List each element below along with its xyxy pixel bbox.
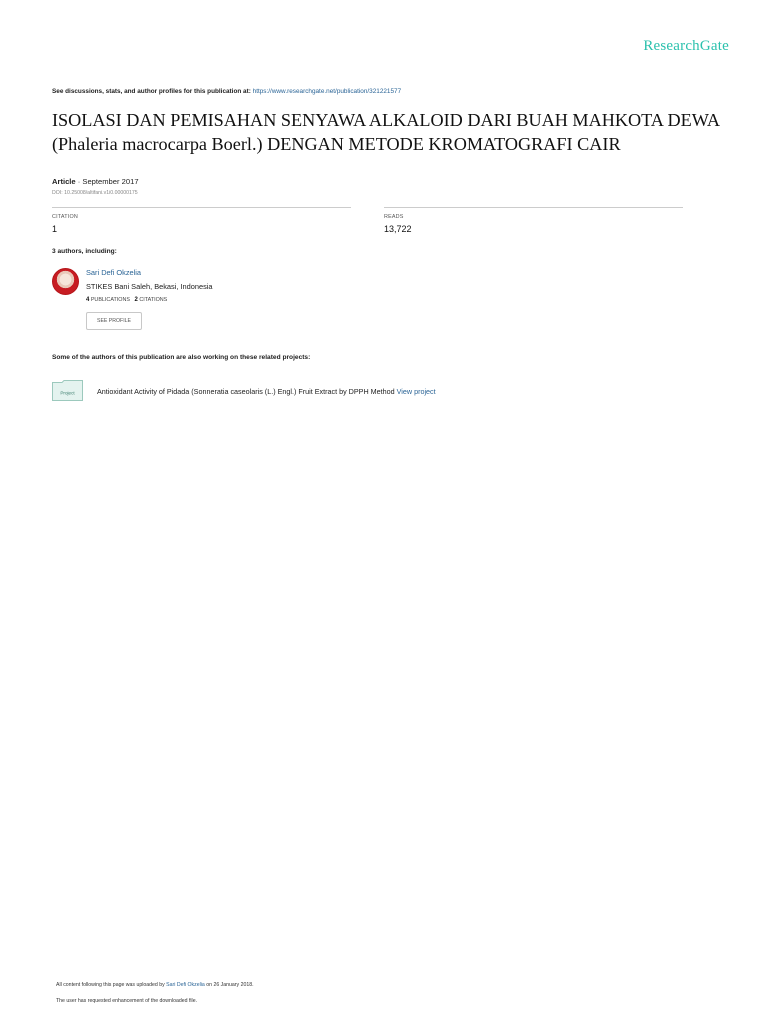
project-title: Antioxidant Activity of Pidada (Sonneratia caseolaris (L.) Engl.) Fruit Extract by DPPH Method <box>97 387 397 396</box>
meta-separator: · <box>75 177 83 186</box>
publication-meta <box>52 177 139 186</box>
author-name-link[interactable]: Sari Defi Okzelia <box>86 268 142 277</box>
researchgate-logo[interactable]: ResearchGate <box>643 38 729 54</box>
citation-label: CITATION <box>52 214 78 220</box>
publication-doi: DOI: 10.25008/altifani.v1i0.00000175 <box>52 190 138 196</box>
reads-label: READS <box>384 214 404 220</box>
related-project-item <box>97 387 436 396</box>
citations-label: CITATIONS <box>137 297 168 303</box>
citation-count: 1 <box>52 224 58 234</box>
publication-date: September 2017 <box>82 177 139 186</box>
author-avatar[interactable] <box>52 268 79 295</box>
discussion-text: See discussions, stats, and author profiles for this publication at: <box>52 88 253 95</box>
enhancement-note: The user has requested enhancement of the downloaded file. <box>56 998 198 1004</box>
reads-divider <box>384 207 683 208</box>
publication-url-link[interactable]: https://www.researchgate.net/publication/321221577 <box>252 88 402 95</box>
author-stats <box>86 297 167 303</box>
project-folder-icon <box>52 380 83 401</box>
publication-type: Article <box>52 177 76 186</box>
publications-label: PUBLICATIONS <box>89 297 130 303</box>
upload-notice <box>56 982 254 988</box>
upload-prefix: All content following this page was uploaded by <box>56 982 167 988</box>
citation-divider <box>52 207 351 208</box>
citations-count: 2 <box>134 297 138 303</box>
see-profile-button[interactable]: SEE PROFILE <box>86 312 142 330</box>
publication-title: ISOLASI DAN PEMISAHAN SENYAWA ALKALOID DARI BUAH MAHKOTA DEWA (Phaleria macrocarpa Boerl.) DENGAN METODE KROMATOGRAFI CAIR <box>52 110 719 154</box>
upload-suffix: on 26 January 2018. <box>204 982 254 988</box>
uploader-link[interactable]: Sari Defi Okzelia <box>166 982 205 988</box>
publications-count: 4 <box>86 297 90 303</box>
discussion-notice <box>52 88 401 95</box>
author-affiliation: STIKES Bani Saleh, Bekasi, Indonesia <box>86 282 213 291</box>
related-projects-header: Some of the authors of this publication are also working on these related projects: <box>52 354 311 361</box>
project-icon-label: Project <box>60 390 75 396</box>
reads-count: 13,722 <box>384 224 412 234</box>
view-project-link[interactable]: View project <box>396 387 436 396</box>
authors-header: 3 authors, including: <box>52 248 117 255</box>
